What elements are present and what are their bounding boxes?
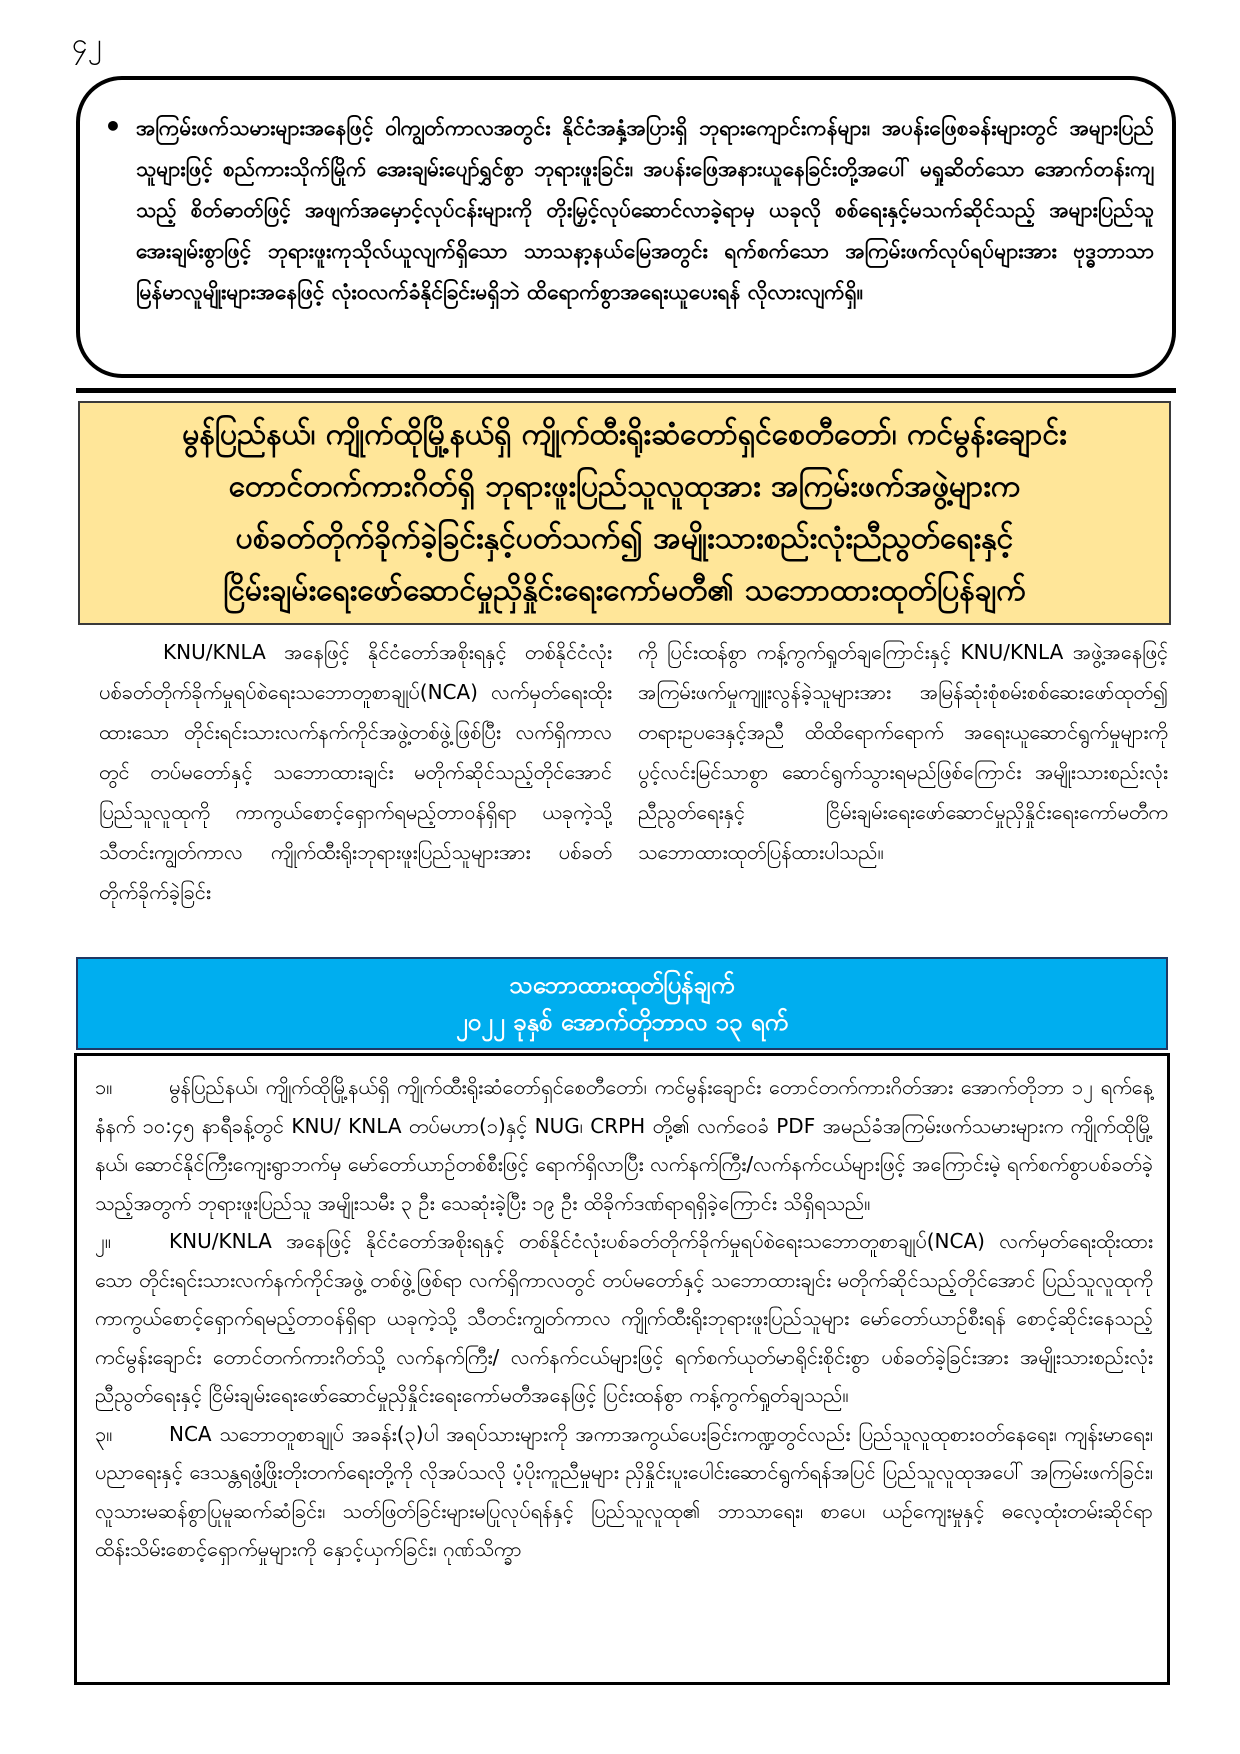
statement-date: ၂၀၂၂ ခုနှစ် အောက်တိုဘာလ ၁၃ ရက် <box>455 1008 789 1036</box>
page-number: ၄၂ <box>72 27 102 60</box>
intro-left-column: KNU/KNLA အနေဖြင့် နိုင်ငံတော်အစိုးရနှင့် တစ်နိုင်ငံလုံးပစ်ခတ်တိုက်ခိုက်မှုရပ်စဲရေးသဘောတူစာချုပ်(NCA) လက်မှတ်ရေးထိုးထားသော တိုင်းရင်းသားလက်နက်ကိုင်အဖွဲ့တစ်ဖွဲ့ဖြစ်ပြီး လက်ရှိကာလတွင် တပ်မတော်နှင့် သဘောထားချင်း မတိုက်ဆိုင်သည့်တိုင်အောင် ပြည်သူလူထုကို ကာကွယ်စောင့်ရှောက်ရမည့်တာဝန်ရှိရာ ယခုကဲ့သို့ သီတင်းကျွတ်ကာလ ကျိုက်ထီးရိုးဘုရားဖူးပြည်သူများအား ပစ်ခတ်တိုက်ခိုက်ခဲ့ခြင်း <box>99 640 612 904</box>
statement-title: သဘောထားထုတ်ပြန်ချက် <box>509 971 735 999</box>
statement-header <box>76 957 1168 1050</box>
headline-line: ငြိမ်းချမ်းရေးဖော်ဆောင်မှုညှိနှိုင်းရေးကော်မတီ၏ သဘောထားထုတ်ပြန်ချက် <box>223 573 1026 608</box>
intro-section <box>99 632 1168 932</box>
statement-paragraph <box>95 1415 1153 1569</box>
separator-rule <box>76 388 1176 393</box>
statement-body <box>74 1053 1170 1685</box>
paragraph-number: ၃။ <box>95 1421 113 1446</box>
note-text: အကြမ်းဖက်သမားများအနေဖြင့် ဝါကျွတ်ကာလအတွင်း နိုင်ငံအနှံ့အပြားရှိ ဘုရားကျောင်းကန်များ၊ အပန်းဖြေစခန်းများတွင် အများပြည်သူများဖြင့် စည်ကားသိုက်မြိုက် အေးချမ်းပျော်ရွှင်စွာ ဘုရားဖူးခြင်း၊ အပန်းဖြေအနားယူနေခြင်းတို့အပေါ် မရှုဆိတ်သော အောက်တန်းကျသည့် စိတ်ဓာတ်ဖြင့် အဖျက်အမှောင့်လုပ်ငန်းများကို တိုးမြှင့်လုပ်ဆောင်လာခဲ့ရာမှ ယခုလို စစ်ရေးနှင့်မသက်ဆိုင်သည့် အများပြည်သူအေးချမ်းစွာဖြင့် ဘုရားဖူးကုသိုလ်ယူလျက်ရှိသော သာသနာ့နယ်မြေအတွင်း ရက်စက်သော အကြမ်းဖက်လုပ်ရပ်များအား ဗုဒ္ဓဘာသာမြန်မာလူမျိုးများအနေဖြင့် လုံးဝလက်ခံနိုင်ခြင်းမရှိဘဲ ထိရောက်စွာအရေးယူပေးရန် လိုလားလျက်ရှိ။ <box>136 116 1154 304</box>
headline-line: တောင်တက်ကားဂိတ်ရှိ ဘုရားဖူးပြည်သူလူထုအား အကြမ်းဖက်အဖွဲ့များက <box>228 469 1021 504</box>
paragraph-number: ၁။ <box>95 1075 113 1099</box>
statement-paragraph <box>95 1068 1153 1222</box>
headline-box <box>78 401 1171 625</box>
headline-line: မွန်ပြည်နယ်၊ ကျိုက်ထိုမြို့နယ်ရှိ ကျိုက်ထီးရိုးဆံတော်ရှင်စေတီတော်၊ ကင်မွန်းချောင်း <box>182 417 1067 452</box>
headline-line: ပစ်ခတ်တိုက်ခိုက်ခဲ့ခြင်းနှင့်ပတ်သက်၍ အမျိုးသားစည်းလုံးညီညွတ်ရေးနှင့် <box>235 521 1014 556</box>
paragraph-text: NCA သဘောတူစာချုပ် အခန်း(၃)ပါ အရပ်သားများကို အကာအကွယ်ပေးခြင်းကဏ္ဍတွင်လည်း ပြည်သူလူထုစားဝတ်နေရေး၊ ကျန်းမာရေး၊ ပညာရေးနှင့် ဒေသန္တရဖွံ့ဖြိုးတိုးတက်ရေးတို့ကို လိုအပ်သလို ပံ့ပိုးကူညီမှုများ ညှိနှိုင်းပူးပေါင်းဆောင်ရွက်ရန်အပြင် ပြည်သူလူထုအပေါ် အကြမ်းဖက်ခြင်း၊ လူသားမဆန်စွာပြုမူဆက်ဆံခြင်း၊ သတ်ဖြတ်ခြင်းများမပြုလုပ်ရန်နှင့် ပြည်သူလူထု၏ ဘာသာရေး၊ စာပေ၊ ယဉ်ကျေးမှုနှင့် ဓလေ့ထုံးတမ်းဆိုင်ရာ ထိန်းသိမ်းစောင့်ရှောက်မှုများကို နှောင့်ယှက်ခြင်း၊ ဂုဏ်သိက္ခာ <box>95 1421 1153 1561</box>
intro-right-column: ကို ပြင်းထန်စွာ ကန့်ကွက်ရှုတ်ချကြောင်းနှင့် KNU/KNLA အဖွဲ့အနေဖြင့် အကြမ်းဖက်မှုကျူးလွန်ခဲ့သူများအား အမြန်ဆုံးစုံစမ်းစစ်ဆေးဖော်ထုတ်၍ တရားဥပဒေနှင့်အညီ ထိထိရောက်ရောက် အရေးယူဆောင်ရွက်မှုများကို ပွင့်လင်းမြင်သာစွာ ဆောင်ရွက်သွားရမည်ဖြစ်ကြောင်း အမျိုးသားစည်းလုံးညီညွတ်ရေးနှင့် ငြိမ်းချမ်းရေးဖော်ဆောင်မှုညှိနှိုင်းရေးကော်မတီက သဘောထားထုတ်ပြန်ထားပါသည်။ <box>638 640 1168 864</box>
paragraph-text: KNU/KNLA အနေဖြင့် နိုင်ငံတော်အစိုးရနှင့် တစ်နိုင်ငံလုံးပစ်ခတ်တိုက်ခိုက်မှုရပ်စဲရေးသဘောတူစာချုပ်(NCA) လက်မှတ်ရေးထိုးထားသော တိုင်းရင်းသားလက်နက်ကိုင်အဖွဲ့ တစ်ဖွဲ့ဖြစ်ရာ လက်ရှိကာလတွင် တပ်မတော်နှင့် သဘောထားချင်း မတိုက်ဆိုင်သည့်တိုင်အောင် ပြည်သူလူထုကို ကာကွယ်စောင့်ရှောက်ရမည့်တာဝန်ရှိရာ ယခုကဲ့သို့ သီတင်းကျွတ်ကာလ ကျိုက်ထီးရိုးဘုရားဖူးပြည်သူများ မော်တော်ယာဉ်စီးရန် စောင့်ဆိုင်းနေသည့် ကင်မွန်းချောင်း တောင်တက်ကားဂိတ်သို့ လက်နက်ကြီး/ လက်နက်ငယ်များဖြင့် ရက်စက်ယုတ်မာရိုင်းစိုင်းစွာ ပစ်ခတ်ခဲ့ခြင်းအား အမျိုးသားစည်းလုံးညီညွတ်ရေးနှင့် ငြိမ်းချမ်းရေးဖော်ဆောင်မှုညှိနှိုင်းရေးကော်မတီအနေဖြင့် ပြင်းထန်စွာ ကန့်ကွက်ရှုတ်ချသည်။ <box>95 1229 1153 1407</box>
paragraph-text: မွန်ပြည်နယ်၊ ကျိုက်ထိုမြို့နယ်ရှိ ကျိုက်ထီးရိုးဆံတော်ရှင်စေတီတော်၊ ကင်မွန်းချောင်း တောင်တက်ကားဂိတ်အား အောက်တိုဘာ ၁၂ ရက်နေ့ နံနက် ၁၀:၄၅ နာရီခန့်တွင် KNU/ KNLA တပ်မဟာ(၁)နှင့် NUG၊ CRPH တို့၏ လက်ဝေခံ PDF အမည်ခံအကြမ်းဖက်သမားများက ကျိုက်ထိုမြို့နယ်၊ ဆောင်နိုင်ကြီးကျေးရွာဘက်မှ မော်တော်ယာဉ်တစ်စီးဖြင့် ရောက်ရှိလာပြီး လက်နက်ကြီး/လက်နက်ငယ်များဖြင့် အကြောင်းမဲ့ ရက်စက်စွာပစ်ခတ်ခဲ့သည့်အတွက် ဘုရားဖူးပြည်သူ အမျိုးသမီး ၃ ဦး သေဆုံးခဲ့ပြီး ၁၉ ဦး ထိခိုက်ဒဏ်ရာရရှိခဲ့ကြောင်း သိရှိရသည်။ <box>95 1075 1153 1215</box>
note-box <box>76 76 1176 378</box>
paragraph-number: ၂။ <box>95 1229 111 1253</box>
statement-paragraph <box>95 1222 1153 1415</box>
bullet-icon: • <box>104 110 122 143</box>
